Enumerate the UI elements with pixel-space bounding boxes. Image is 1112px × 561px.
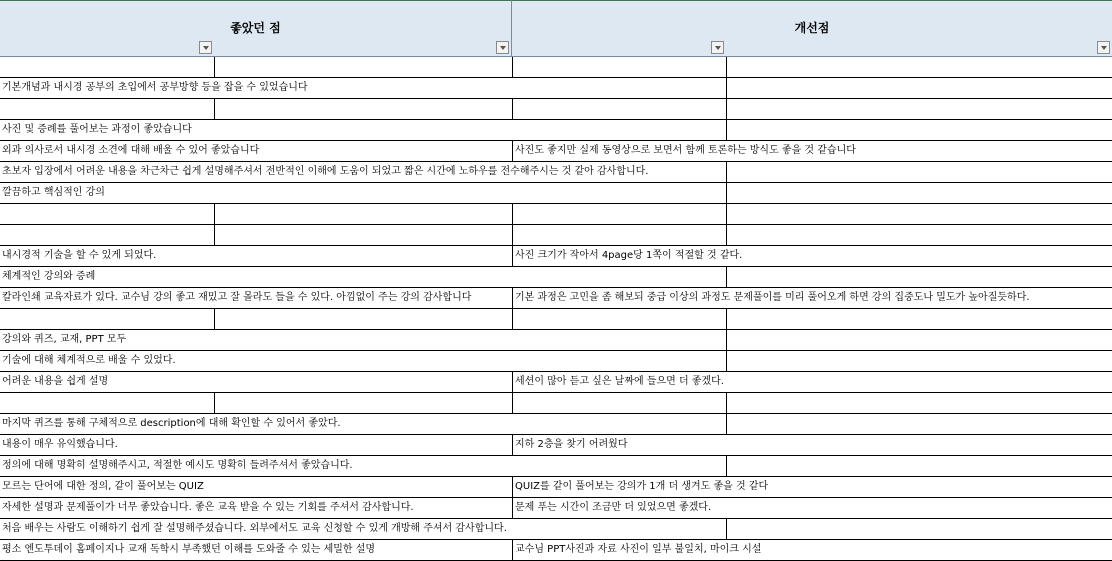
- cell-good[interactable]: [0, 225, 512, 245]
- header-improve-title: 개선점: [794, 21, 830, 35]
- gridline-vertical: [214, 99, 215, 120]
- gridline-vertical: [512, 309, 513, 330]
- cell-improve[interactable]: [513, 57, 1112, 77]
- gridline-vertical: [512, 57, 513, 78]
- gridline-vertical: [726, 57, 727, 78]
- gridline-vertical: [726, 519, 727, 540]
- cell-improve[interactable]: [513, 162, 1112, 182]
- cell-good[interactable]: 마지막 퀴즈를 통해 구체적으로 description에 대해 확인할 수 있어서 좋았다.: [2, 418, 341, 429]
- cell-improve[interactable]: 사진 크기가 작아서 4page당 1쪽이 적절할 것 같다.: [515, 250, 743, 261]
- cell-improve[interactable]: [513, 183, 1112, 203]
- cell-good[interactable]: 처음 배우는 사람도 이해하기 쉽게 잘 설명해주셨습니다. 외부에서도 교육 신청할 수 있게 개방해 주셔서 감사합니다.: [2, 523, 507, 534]
- gridline-vertical: [214, 57, 215, 78]
- cell-good[interactable]: [0, 204, 512, 224]
- cell-improve[interactable]: 교수님 PPT사진과 자료 사진이 일부 불일치, 마이크 시설: [515, 544, 762, 555]
- cell-good[interactable]: 평소 엔도투데이 홈페이지나 교재 독학시 부족했던 이해를 도와줄 수 있는 세밀한 설명: [2, 544, 376, 555]
- cell-good[interactable]: 초보자 입장에서 어려운 내용을 차근차근 쉽게 설명해주셔서 전반적인 이해에 도움이 되었고 짧은 시간에 노하우를 전수해주시는 것 같아 감사합니다.: [2, 166, 649, 177]
- gridline-vertical: [726, 330, 727, 351]
- gridline-vertical: [512, 477, 513, 498]
- gridline-vertical: [726, 393, 727, 414]
- gridline-vertical: [726, 225, 727, 246]
- gridline-vertical: [726, 414, 727, 435]
- gridline-vertical: [726, 99, 727, 120]
- cell-improve[interactable]: [513, 309, 1112, 329]
- cell-good[interactable]: 칼라인쇄 교육자료가 있다. 교수님 강의 좋고 재밌고 잘 몰라도 들을 수 있다. 아낌없이 주는 강의 감사합니다: [2, 292, 472, 303]
- header-good: [0, 0, 512, 57]
- gridline-vertical: [512, 246, 513, 267]
- gridline-vertical: [726, 267, 727, 288]
- gridline-vertical: [726, 309, 727, 330]
- cell-improve[interactable]: [513, 414, 1112, 434]
- gridline-vertical: [726, 456, 727, 477]
- gridline-vertical: [512, 225, 513, 246]
- cell-improve[interactable]: [513, 519, 1112, 539]
- header-good-title: 좋았던 점: [230, 21, 281, 35]
- cell-improve[interactable]: 기본 과정은 고민을 좀 해보되 중급 이상의 과정도 문제풀이를 미리 풀어오게 하면 강의 집중도나 밀도가 높아질듯하다.: [515, 292, 1030, 303]
- cell-improve[interactable]: [513, 393, 1112, 413]
- gridline-vertical: [726, 78, 727, 99]
- cell-improve[interactable]: 사진도 좋지만 실제 동영상으로 보면서 함께 토론하는 방식도 좋을 것 같습니다: [515, 145, 856, 156]
- gridline-vertical: [214, 309, 215, 330]
- cell-improve[interactable]: [513, 351, 1112, 371]
- cell-improve[interactable]: [513, 78, 1112, 98]
- gridline-vertical: [512, 204, 513, 225]
- cell-improve[interactable]: 세션이 많아 듣고 싶은 날짜에 들으면 더 좋겠다.: [515, 376, 724, 387]
- gridline-vertical: [512, 288, 513, 309]
- cell-good[interactable]: 모르는 단어에 대한 정의, 같이 풀어보는 QUIZ: [2, 481, 204, 492]
- gridline-vertical: [726, 351, 727, 372]
- cell-improve[interactable]: [513, 330, 1112, 350]
- cell-good[interactable]: 강의와 퀴즈, 교재, PPT 모두: [2, 334, 127, 345]
- gridline-vertical: [512, 141, 513, 162]
- cell-good[interactable]: 내용이 매우 유익했습니다.: [2, 439, 118, 450]
- cell-good[interactable]: [0, 99, 512, 119]
- cell-improve[interactable]: QUIZ를 같이 풀어보는 강의가 1개 더 생겨도 좋을 것 같다: [515, 481, 769, 492]
- gridline-vertical: [726, 204, 727, 225]
- cell-improve[interactable]: 지하 2층을 찾기 어려웠다: [515, 439, 628, 450]
- cell-good[interactable]: 기본개념과 내시경 공부의 초입에서 공부방향 등을 잡을 수 있었습니다: [2, 82, 308, 93]
- gridline-vertical: [512, 540, 513, 561]
- cell-good[interactable]: 기술에 대해 체계적으로 배울 수 있었다.: [2, 355, 176, 366]
- cell-improve[interactable]: [513, 225, 1112, 245]
- gridline-vertical: [214, 225, 215, 246]
- dropdown-arrow-icon[interactable]: [711, 41, 724, 54]
- cell-good[interactable]: 외과 의사로서 내시경 소견에 대해 배울 수 있어 좋았습니다: [2, 145, 260, 156]
- cell-improve[interactable]: [513, 204, 1112, 224]
- cell-good[interactable]: 사진 및 증례를 풀어보는 과정이 좋았습니다: [2, 124, 192, 135]
- dropdown-arrow-icon[interactable]: [496, 41, 509, 54]
- cell-good[interactable]: [0, 393, 512, 413]
- gridline-vertical: [726, 162, 727, 183]
- header-improve: [512, 0, 1112, 57]
- cell-good[interactable]: 내시경적 기술을 할 수 있게 되었다.: [2, 250, 157, 261]
- gridline-vertical: [214, 393, 215, 414]
- cell-good[interactable]: 자세한 설명과 문제풀이가 너무 좋았습니다. 좋은 교육 받을 수 있는 기회를 주셔서 감사합니다.: [2, 502, 414, 513]
- cell-good[interactable]: 어려운 내용을 쉽게 설명: [2, 376, 109, 387]
- gridline-vertical: [726, 183, 727, 204]
- cell-good[interactable]: [0, 57, 512, 77]
- gridline-vertical: [512, 99, 513, 120]
- cell-improve[interactable]: [513, 456, 1112, 476]
- gridline-vertical: [726, 120, 727, 141]
- gridline-vertical: [214, 204, 215, 225]
- gridline-vertical: [512, 435, 513, 456]
- gridline-vertical: [512, 393, 513, 414]
- cell-improve[interactable]: [513, 267, 1112, 287]
- dropdown-arrow-icon[interactable]: [1097, 41, 1110, 54]
- cell-improve[interactable]: [513, 99, 1112, 119]
- dropdown-arrow-icon[interactable]: [199, 41, 212, 54]
- cell-improve[interactable]: [513, 120, 1112, 140]
- cell-improve[interactable]: 문제 푸는 시간이 조금만 더 있었으면 좋겠다.: [515, 502, 712, 513]
- cell-good[interactable]: 정의에 대해 명확히 설명해주시고, 적절한 예시도 명확히 들려주셔서 좋았습니다.: [2, 460, 353, 471]
- cell-good[interactable]: [0, 309, 512, 329]
- cell-good[interactable]: 체계적인 강의와 증례: [2, 271, 96, 282]
- gridline-vertical: [512, 372, 513, 393]
- gridline-vertical: [512, 498, 513, 519]
- cell-good[interactable]: 깔끔하고 핵심적인 강의: [2, 187, 105, 198]
